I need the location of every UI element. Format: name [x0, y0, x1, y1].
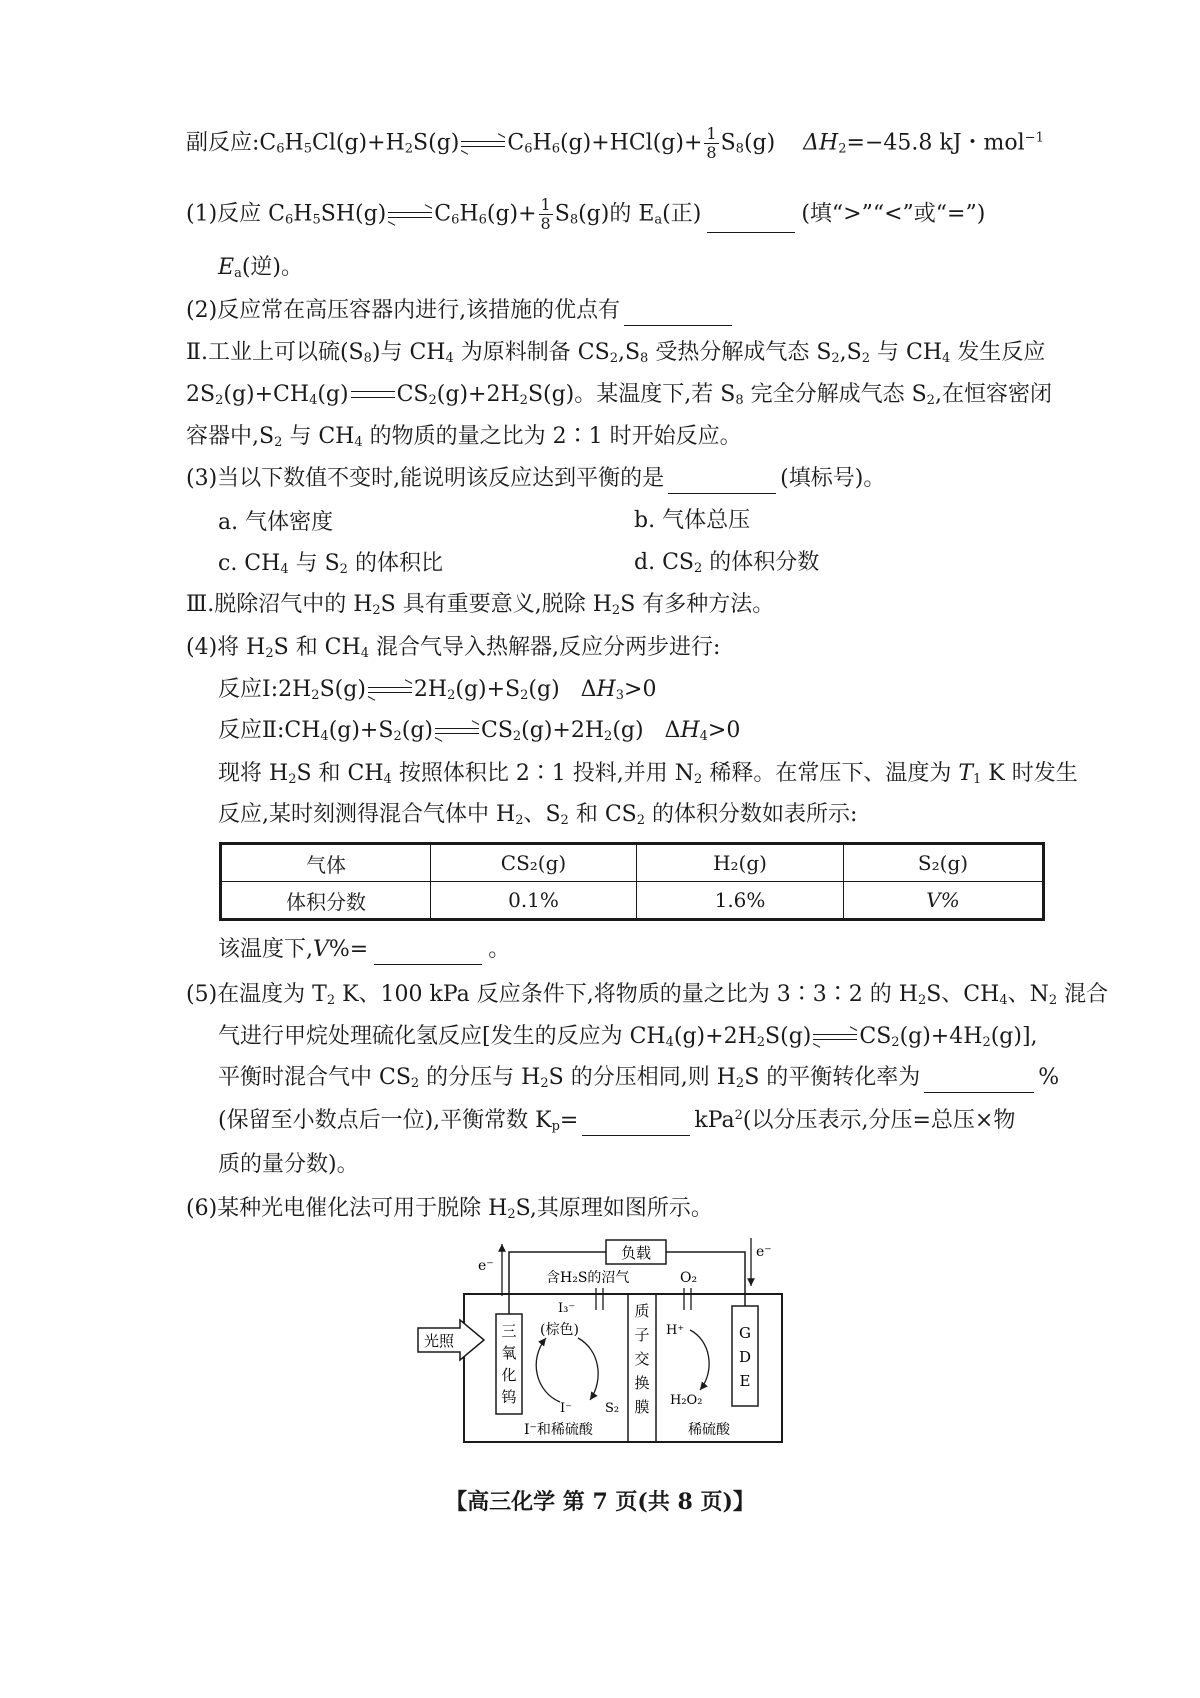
- right-solution-label: 稀硫酸: [688, 1422, 730, 1438]
- question-5-line5: 质的量分数)。: [218, 1152, 359, 1177]
- section-2-line2: $2S_2(g)+CH_4(g)$ $CS_2(g)+2H_2S(g)$。某温度下,若 $S_8$ 完全分解成气态 $S_2$,在恒容密闭: [186, 382, 1052, 408]
- membrane-char: 交: [634, 1350, 650, 1368]
- gde-char: E: [739, 1372, 751, 1390]
- table-cell: V%: [844, 882, 1044, 920]
- option-d[interactable]: d. $CS_2$ 的体积分数: [634, 550, 820, 576]
- q5-kp-blank[interactable]: [582, 1113, 690, 1136]
- s2-label: S₂: [605, 1401, 620, 1416]
- membrane-char: 膜: [634, 1398, 650, 1416]
- q2-answer-blank[interactable]: [624, 303, 732, 326]
- electron-left-label: e⁻: [478, 1258, 494, 1274]
- question-1-line2: $E_a$(逆)。: [218, 255, 303, 281]
- reaction-1: 反应$Ⅰ:2H_2S(g)$ $2H_2(g)+S_2(g)$ $\Delta H_3>0$: [218, 677, 657, 703]
- question-4-line5: 反应,某时刻测得混合气体中 $H_2$、$S_2$ 和 $CS_2$ 的体积分数如表所示:: [218, 802, 858, 828]
- option-b[interactable]: b. 气体总压: [634, 508, 751, 533]
- light-label: 光照: [424, 1332, 455, 1350]
- electrode-char: 氧: [501, 1344, 517, 1362]
- question-5-line3: 平衡时混合气中 $CS_2$ 的分压与 $H_2S$ 的分压相同,则 $H_2S$ 的平衡转化率为 %: [218, 1065, 1060, 1091]
- table-header-cell: S₂(g): [844, 844, 1044, 882]
- question-4-line4: 现将 $H_2S$ 和 $CH_4$ 按照体积比 2∶1 投料,并用 $N_2$ 稀释。在常压下、温度为 $T_1$ K 时发生: [218, 761, 1078, 787]
- membrane-char: 质: [634, 1302, 650, 1320]
- load-label: 负载: [620, 1244, 652, 1262]
- proton-label: H⁺: [666, 1323, 685, 1338]
- photoelectrocatalysis-diagram: [400, 1230, 820, 1450]
- q5-conversion-blank[interactable]: [924, 1070, 1034, 1093]
- table-row: [221, 882, 1044, 920]
- biogas-label: 含H₂S的沼气: [546, 1270, 630, 1286]
- question-6: (6)某种光电催化法可用于脱除 $H_2S$,其原理如图所示。: [186, 1196, 713, 1222]
- question-3: (3)当以下数值不变时,能说明该反应达到平衡的是 (填标号)。: [186, 464, 885, 494]
- reaction-2: 反应$Ⅱ:CH_4(g)+S_2(g)$ $CS_2(g)+2H_2(g)$ $\Delta H_4>0$: [218, 718, 741, 744]
- table-header-cell: H₂(g): [637, 844, 844, 882]
- question-5-line4: (保留至小数点后一位),平衡常数 $K_p= kPa^2$(以分压表示,分压=总压×物: [218, 1108, 1016, 1134]
- question-4-intro: (4)将 $H_2S$ 和 $CH_4$ 混合气导入热解器,反应分两步进行:: [186, 635, 721, 661]
- question-1-line1: (1)反应 $C_6H_5SH(g)$ $C_6H_6(g)+$ $\frac{1}{8}$ $S_8(g)$的 $E_a$(正) (填“>”“<”或“=”): [186, 195, 986, 233]
- electrode-char: 三: [501, 1322, 517, 1340]
- gde-char: D: [738, 1348, 752, 1366]
- question-4-answer: 该温度下,V%= 。: [218, 935, 510, 965]
- section-2-line1: Ⅱ.工业上可以硫$(S_8)$与 $CH_4$ 为原料制备 $CS_2,S_8$ 受热分解成气态 $S_2,S_2$ 与 $CH_4$ 发生反应: [186, 340, 1046, 366]
- table-cell: 0.1%: [431, 882, 637, 920]
- membrane-char: 子: [634, 1326, 650, 1344]
- question-2: (2)反应常在高压容器内进行,该措施的优点有: [186, 296, 732, 326]
- question-5-line2: 气进行甲烷处理硫化氢反应[发生的反应为 $CH_4(g)+2H_2S(g)$ $CS_2(g)+4H_2(g)$],: [218, 1024, 1038, 1050]
- i3-label: I₃⁻: [558, 1301, 576, 1316]
- section-3: Ⅲ.脱除沼气中的 $H_2S$ 具有重要意义,脱除 $H_2S$ 有多种方法。: [186, 592, 775, 618]
- question-5-line1: (5)在温度为 $T_2$ K、100 kPa 反应条件下,将物质的量之比为 3∶3∶2 的 $H_2S$、$CH_4$、$N_2$ 混合: [186, 982, 1109, 1008]
- q4-answer-blank[interactable]: [374, 942, 482, 965]
- membrane-char: 换: [634, 1374, 650, 1392]
- option-a[interactable]: a. 气体密度: [218, 510, 334, 535]
- table-cell: 1.6%: [637, 882, 844, 920]
- q1-answer-blank[interactable]: [707, 210, 795, 233]
- side-reaction-line: 副反应$:C_6H_5Cl(g)+H_2S(g)$ $C_6H_6(g)+HCl(g)+$ $\frac{1}{8}$ $S_8(g)$ $\Delta H_2=-45.8$ kJ・mol$^{-1}$: [186, 124, 1044, 162]
- iodide-label: I⁻: [560, 1401, 572, 1416]
- electron-right-label: e⁻: [756, 1244, 772, 1260]
- table-row-label: 体积分数: [221, 882, 431, 920]
- oxygen-label: O₂: [680, 1270, 698, 1286]
- page-footer: 【高三化学 第 7 页(共 8 页)】: [445, 1489, 755, 1515]
- h2o2-label: H₂O₂: [670, 1393, 703, 1408]
- table-row: [221, 844, 1044, 882]
- option-c[interactable]: c. $CH_4$ 与 $S_2$ 的体积比: [218, 551, 443, 577]
- electrode-char: 化: [501, 1366, 517, 1384]
- table-header-cell: CS₂(g): [431, 844, 637, 882]
- table-header-cell: 气体: [221, 844, 431, 882]
- brown-label: (棕色): [540, 1322, 579, 1338]
- gde-char: G: [739, 1324, 751, 1342]
- electrode-char: 钨: [501, 1388, 517, 1406]
- left-solution-label: I⁻和稀硫酸: [524, 1422, 593, 1438]
- q3-answer-blank[interactable]: [668, 471, 776, 494]
- volume-fraction-table: [219, 842, 1045, 921]
- section-2-line3: 容器中$,S_2$ 与 $CH_4$ 的物质的量之比为 2∶1 时开始反应。: [186, 424, 742, 450]
